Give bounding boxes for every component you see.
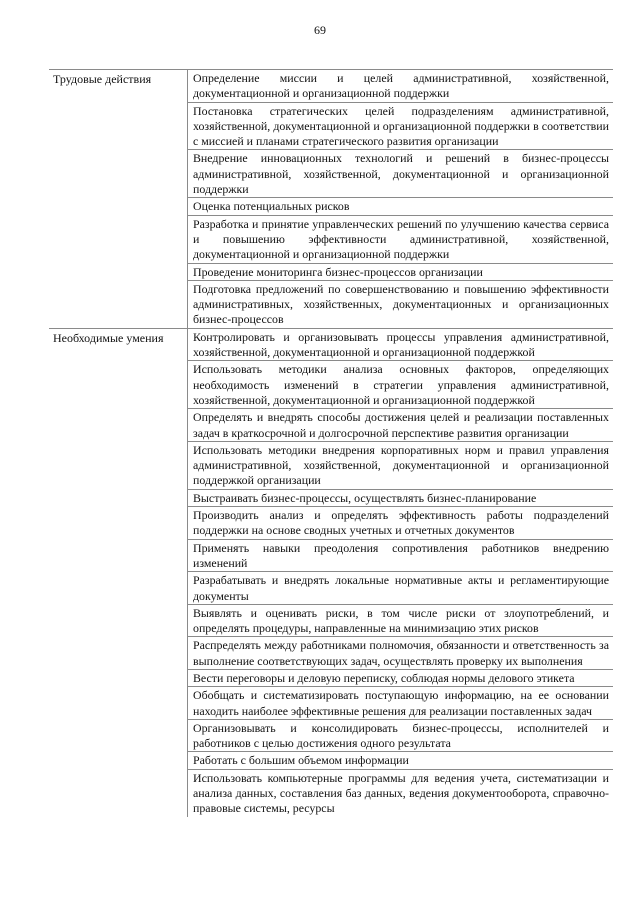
skill-item: Выявлять и оценивать риски, в том числе риски от злоупотреблений, и определять процедуры, направленные на минимизацию этих рисков xyxy=(188,605,613,638)
labor-action-item: Проведение мониторинга бизнес-процессов организации xyxy=(188,264,613,281)
required-skills-group xyxy=(49,329,613,817)
labor-action-item: Внедрение инновационных технологий и решений в бизнес-процессы административной, хозяйственной, документационной и организационной поддержки xyxy=(188,150,613,198)
skill-item: Организовывать и консолидировать бизнес-процессы, исполнителей и работников с целью достижения одного результата xyxy=(188,720,613,753)
labor-actions-group xyxy=(49,70,613,329)
labor-actions-label: Трудовые действия xyxy=(49,70,188,328)
skill-item: Производить анализ и определять эффективность работы подразделений поддержки на основе сводных учетных и отчетных документов xyxy=(188,507,613,540)
required-skills-label: Необходимые умения xyxy=(49,329,188,817)
labor-action-item: Оценка потенциальных рисков xyxy=(188,198,613,215)
competency-table xyxy=(49,69,613,817)
skill-item: Работать с большим объемом информации xyxy=(188,752,613,769)
skill-item: Выстраивать бизнес-процессы, осуществлять бизнес-планирование xyxy=(188,490,613,507)
skill-item: Использовать компьютерные программы для ведения учета, систематизации и анализа данных, составления баз данных, ведения документооборота, справочно-правовые системы, ресурсы xyxy=(193,770,609,816)
skill-item: Использовать методики анализа основных факторов, определяющих необходимость изменений в стратегии управления административной, хозяйственной, документационной и организационной поддержкой xyxy=(188,361,613,409)
skill-item: Использовать методики внедрения корпоративных норм и правил управления административной, хозяйственной, документационной и организационной поддержкой организации xyxy=(188,442,613,490)
required-skills-list xyxy=(188,329,613,817)
labor-action-item: Постановка стратегических целей подразделениям административной, хозяйственной, документационной и организационной поддержки в соответствии с миссией и планами стратегического развития организации xyxy=(188,103,613,151)
skill-item: Обобщать и систематизировать поступающую информацию, на ее основании находить наиболее эффективные решения для реализации поставленных задач xyxy=(188,687,613,720)
page-number: 69 xyxy=(314,23,326,37)
skill-item: Разрабатывать и внедрять локальные нормативные акты и регламентирующие документы xyxy=(188,572,613,605)
skill-item: Распределять между работниками полномочия, обязанности и ответственность за выполнение соответствующих задач, осуществлять проверку их выполнения xyxy=(188,637,613,670)
skill-item: Контролировать и организовывать процессы управления административной, хозяйственной, документационной и организационной поддержкой xyxy=(188,329,613,362)
labor-action-item: Подготовка предложений по совершенствованию и повышению эффективности административных, хозяйственных, документационных и организационных бизнес-процессов xyxy=(193,281,609,327)
labor-actions-list xyxy=(188,70,613,328)
labor-action-item: Определение миссии и целей административной, хозяйственной, документационной и организационной поддержки xyxy=(188,70,613,103)
skill-item: Применять навыки преодоления сопротивления работников внедрению изменений xyxy=(188,540,613,573)
skill-item: Определять и внедрять способы достижения целей и реализации поставленных задач в краткосрочной и долгосрочной перспективе развития организации xyxy=(188,409,613,442)
labor-action-item: Разработка и принятие управленческих решений по улучшению качества сервиса и повышению эффективности административной, хозяйственной, документационной и организационной поддержки xyxy=(188,216,613,264)
skill-item: Вести переговоры и деловую переписку, соблюдая нормы делового этикета xyxy=(188,670,613,687)
